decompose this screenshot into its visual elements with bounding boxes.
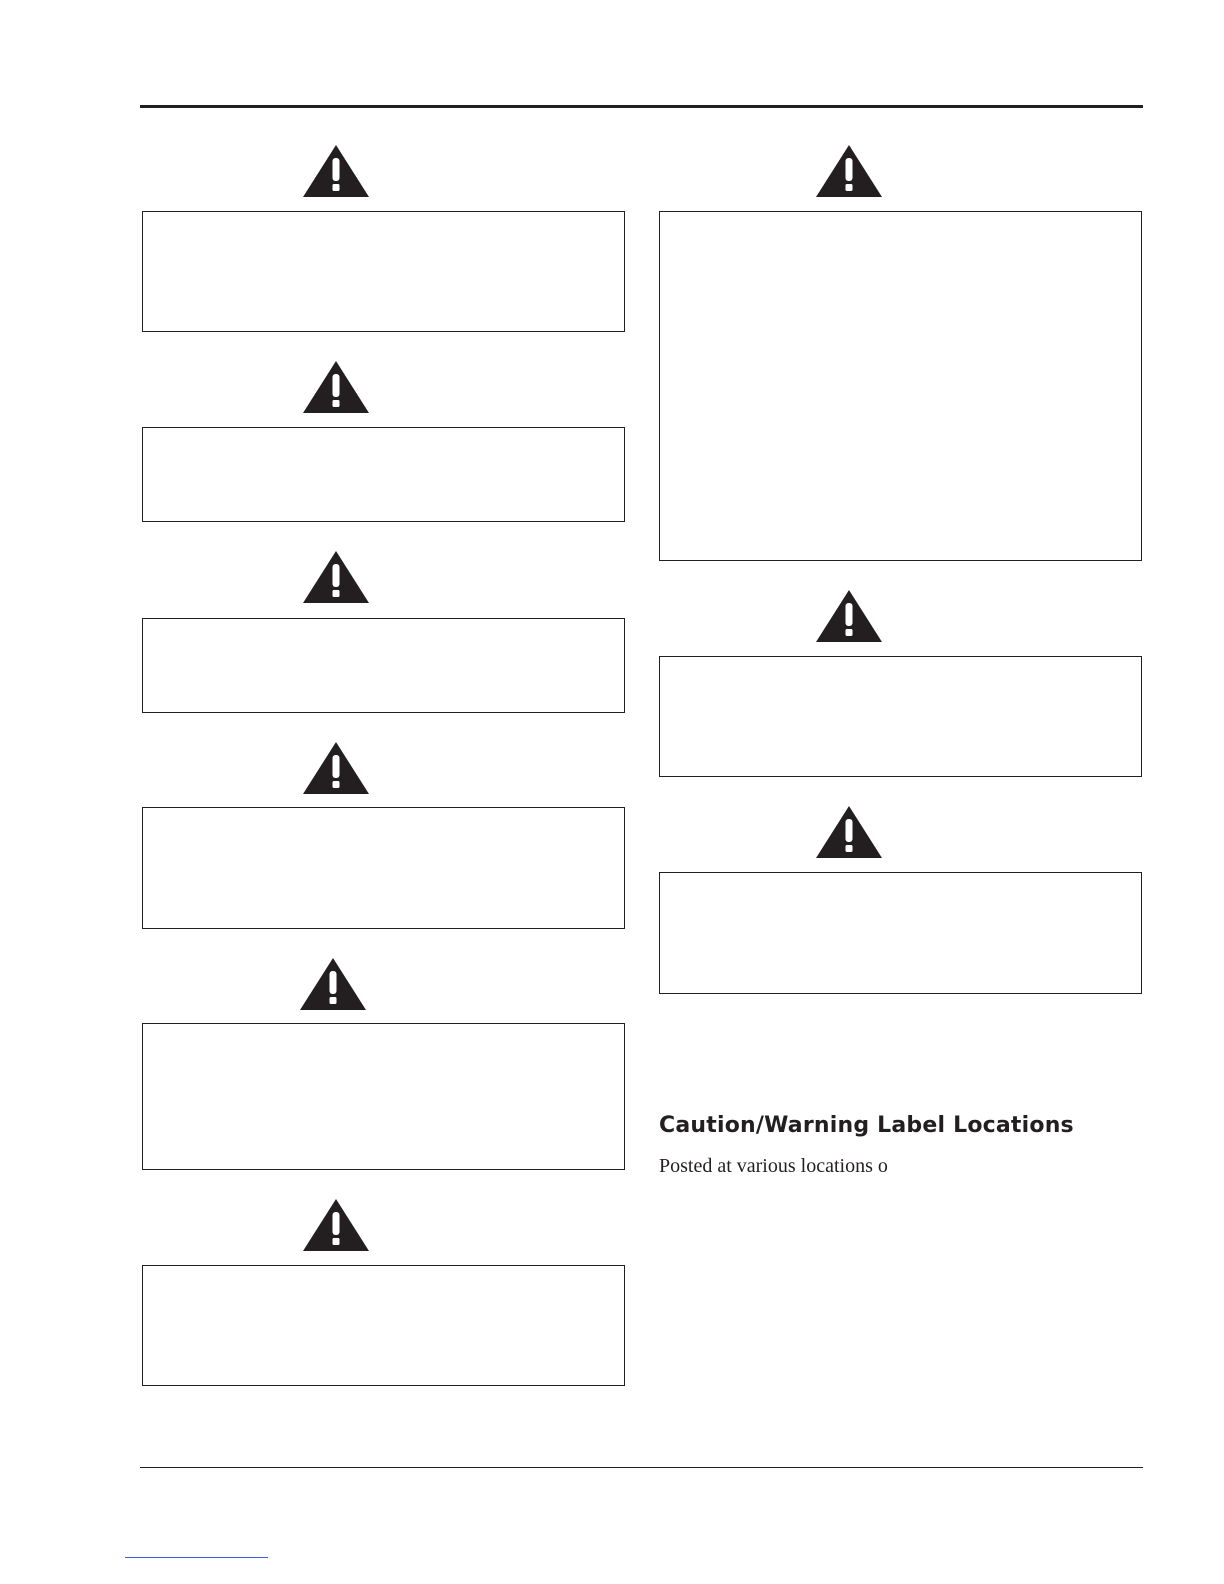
warning-label-box [659,872,1142,994]
warning-icon [302,360,370,414]
warning-icon [815,144,883,198]
warning-label-box [142,1023,625,1170]
section-heading: Caution/Warning Label Locations [659,1113,1074,1138]
warning-label-box [142,1265,625,1386]
section-body-text: Posted at various locations o [659,1155,888,1177]
link-underline[interactable] [125,1557,268,1558]
header-rule [140,105,1143,108]
warning-label-box [142,807,625,929]
warning-icon [302,144,370,198]
warning-label-box [142,427,625,522]
warning-icon [302,1198,370,1252]
warning-label-box [659,656,1142,777]
warning-label-box [659,211,1142,561]
warning-icon [815,805,883,859]
warning-label-box [142,618,625,713]
warning-icon [815,589,883,643]
footer-rule [140,1467,1143,1468]
warning-icon [299,957,367,1011]
warning-label-box [142,211,625,332]
warning-icon [302,550,370,604]
warning-icon [302,741,370,795]
